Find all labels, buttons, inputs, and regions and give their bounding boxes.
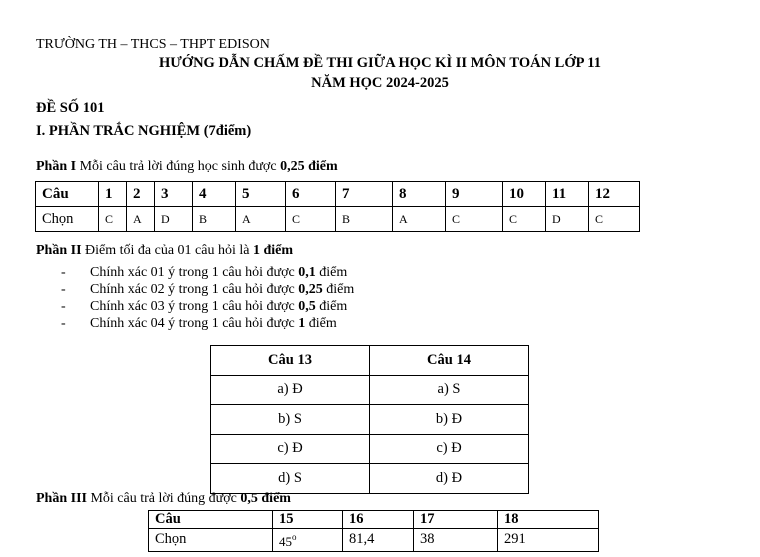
header-cell: Câu 14 [370, 346, 529, 376]
part3-instructions [36, 491, 291, 507]
part2-label: Phần II [36, 243, 82, 258]
table-row [149, 511, 599, 529]
answer-cell: 38 [414, 529, 498, 552]
answer-cell [273, 529, 343, 552]
rule-unit: điểm [315, 265, 348, 280]
question-cell: 15 [273, 511, 343, 529]
answer-cell: b) Đ [370, 405, 529, 435]
table-row [149, 529, 599, 552]
part3-answer-table [148, 510, 599, 552]
answer-cell: A [236, 207, 286, 232]
answer-value: 45 [279, 533, 292, 549]
scoring-rule [61, 316, 337, 332]
table-row [211, 434, 529, 464]
answer-cell: b) S [211, 405, 370, 435]
rule-value: 0,5 [298, 299, 316, 314]
rule-value: 1 [298, 316, 306, 331]
answer-cell: A [127, 207, 155, 232]
rule-text: Chính xác 03 ý trong 1 câu hỏi được [90, 299, 299, 314]
row-header-answer: Chọn [149, 529, 273, 552]
answer-cell: D [546, 207, 589, 232]
scoring-rule [61, 282, 354, 298]
part1-answer-table [35, 181, 640, 232]
question-cell: 8 [393, 182, 446, 207]
part3-text: Mỗi câu trả lời đúng được [86, 491, 241, 506]
school-name: TRƯỜNG TH – THCS – THPT EDISON [36, 37, 270, 52]
answer-cell: B [193, 207, 236, 232]
question-cell: 5 [236, 182, 286, 207]
rule-text: Chính xác 02 ý trong 1 câu hỏi được [90, 282, 299, 297]
row-header-question: Câu [36, 182, 99, 207]
rule-value: 0,1 [298, 265, 316, 280]
question-cell: 12 [589, 182, 640, 207]
answer-cell: c) Đ [370, 434, 529, 464]
bullet-dash: - [61, 316, 66, 331]
answer-cell: C [503, 207, 546, 232]
answer-cell: a) S [370, 375, 529, 405]
school-year: NĂM HỌC 2024-2025 [311, 75, 449, 91]
bullet-dash: - [61, 299, 66, 314]
question-cell: 9 [446, 182, 503, 207]
part1-instructions [36, 159, 338, 175]
question-cell: 3 [155, 182, 193, 207]
rule-unit: điểm [322, 282, 355, 297]
question-cell: 18 [498, 511, 599, 529]
exam-code: ĐỀ SỐ 101 [36, 100, 105, 116]
part2-instructions [36, 243, 293, 259]
part1-label: Phần I [36, 159, 77, 174]
part1-points: 0,25 điểm [280, 159, 338, 174]
question-cell: 7 [336, 182, 393, 207]
answer-cell: 291 [498, 529, 599, 552]
question-cell: 10 [503, 182, 546, 207]
part3-label: Phần III [36, 491, 87, 506]
answer-cell: C [446, 207, 503, 232]
answer-cell: C [589, 207, 640, 232]
answer-cell: C [99, 207, 127, 232]
question-cell: 11 [546, 182, 589, 207]
table-row [211, 375, 529, 405]
rule-text: Chính xác 04 ý trong 1 câu hỏi được [90, 316, 299, 331]
section-title: I. PHẦN TRẮC NGHIỆM (7điểm) [36, 123, 252, 139]
rule-value: 0,25 [298, 282, 323, 297]
answer-cell: B [336, 207, 393, 232]
answer-cell: D [155, 207, 193, 232]
table-row [36, 207, 640, 232]
part1-text: Mỗi câu trả lời đúng học sinh được [76, 159, 281, 174]
rule-unit: điểm [305, 316, 337, 331]
scoring-rule [61, 265, 347, 281]
answer-cell: d) Đ [370, 464, 529, 494]
part3-points: 0,5 điểm [240, 491, 291, 506]
rule-unit: điểm [315, 299, 348, 314]
question-cell: 16 [343, 511, 414, 529]
bullet-dash: - [61, 282, 66, 297]
question-cell: 1 [99, 182, 127, 207]
part2-answer-table [210, 345, 529, 494]
table-row [211, 405, 529, 435]
answer-cell: C [286, 207, 336, 232]
answer-cell: A [393, 207, 446, 232]
degree-superscript: o [292, 532, 297, 542]
question-cell: 2 [127, 182, 155, 207]
answer-cell: d) S [211, 464, 370, 494]
answer-cell: 81,4 [343, 529, 414, 552]
rule-text: Chính xác 01 ý trong 1 câu hỏi được [90, 265, 299, 280]
question-cell: 6 [286, 182, 336, 207]
part2-text: Điểm tối đa của 01 câu hỏi là [81, 243, 253, 258]
table-row [211, 464, 529, 494]
scoring-rule [61, 299, 347, 315]
answer-cell: c) Đ [211, 434, 370, 464]
document-title: HƯỚNG DẪN CHẤM ĐỀ THI GIỮA HỌC KÌ II MÔN TOÁN LỚP 11 [158, 55, 602, 71]
row-header-question: Câu [149, 511, 273, 529]
table-row [211, 346, 529, 376]
table-row [36, 182, 640, 207]
part2-points: 1 điểm [252, 243, 294, 258]
bullet-dash: - [61, 265, 66, 280]
question-cell: 17 [414, 511, 498, 529]
question-cell: 4 [193, 182, 236, 207]
row-header-answer: Chọn [36, 207, 99, 232]
header-cell: Câu 13 [211, 346, 370, 376]
answer-cell: a) Đ [211, 375, 370, 405]
